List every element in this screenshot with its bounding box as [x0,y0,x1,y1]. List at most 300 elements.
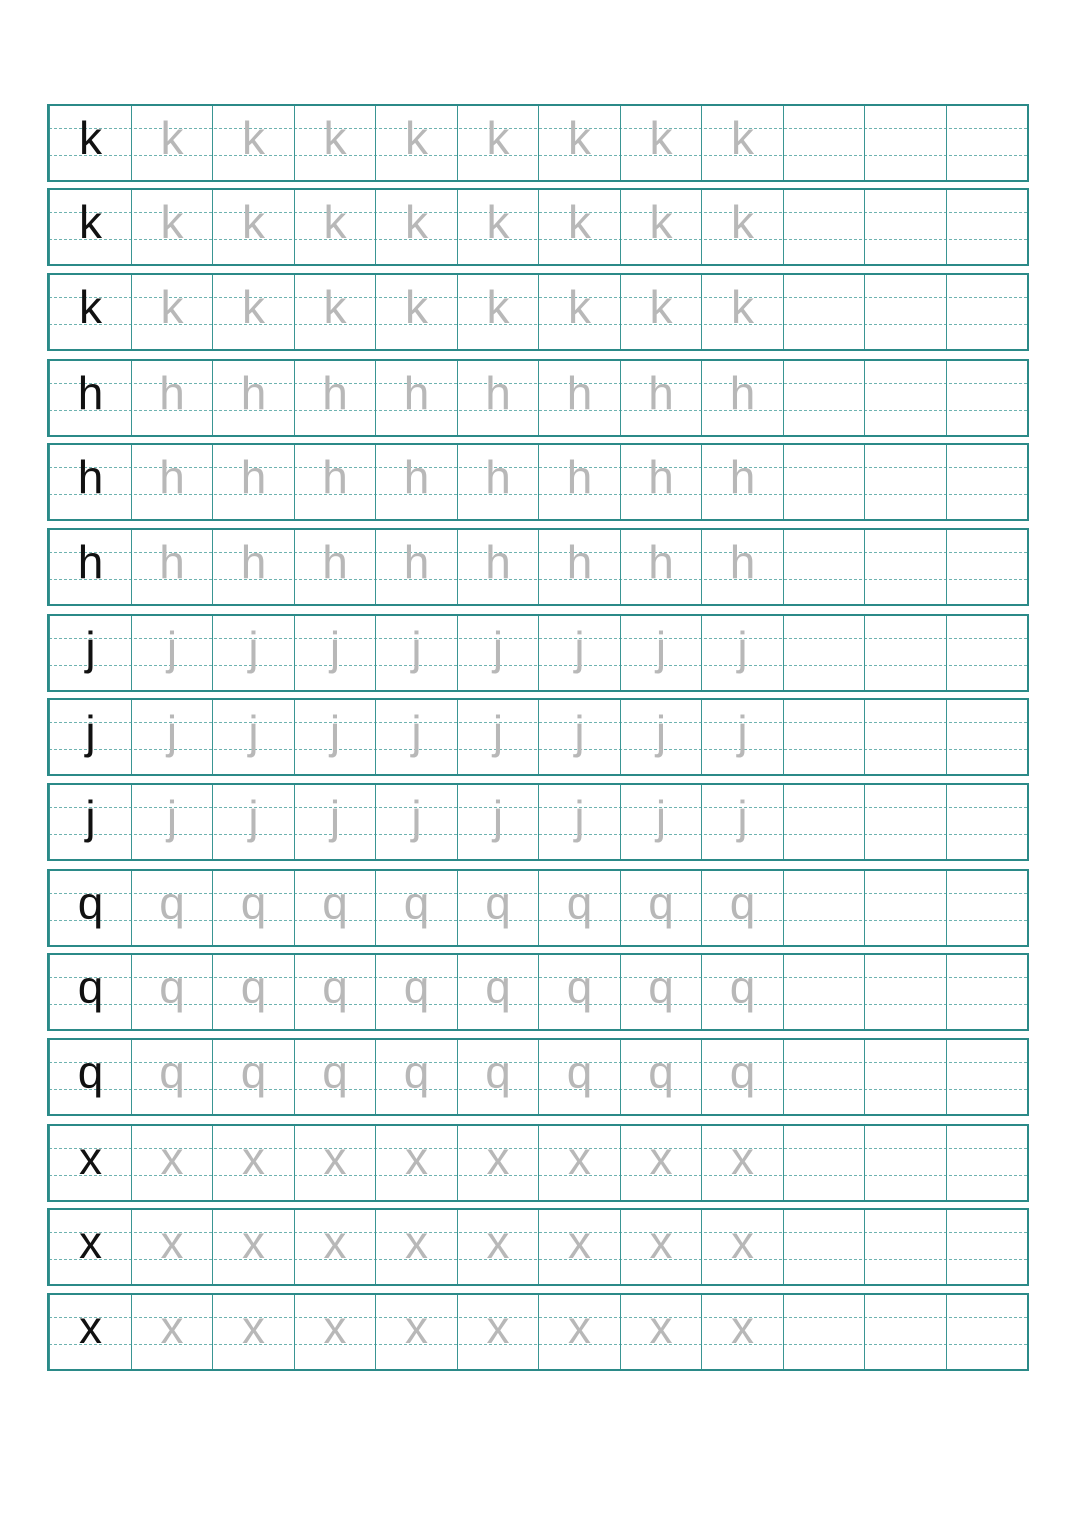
trace-letter: x [160,1301,184,1353]
trace-cell [701,955,783,1029]
blank-cell[interactable] [783,871,865,945]
practice-row [47,1038,1029,1116]
trace-cell [620,445,702,519]
trace-letter: x [160,1132,184,1184]
trace-cell [538,190,620,264]
trace-cell [375,785,457,859]
trace-letter: q [159,877,185,929]
trace-letter: x [568,1301,591,1353]
trace-letter: j [166,622,178,674]
blank-cell[interactable] [783,785,865,859]
blank-cell[interactable] [946,700,1028,774]
trace-letter: q [159,961,185,1013]
trace-letter: h [566,536,593,588]
blank-cell[interactable] [783,955,865,1029]
letter-group-k [47,104,1029,351]
blank-cell[interactable] [783,1210,865,1284]
trace-cell [131,361,213,435]
trace-letter: j [329,622,341,674]
blank-cell[interactable] [864,361,946,435]
trace-letter: x [568,1216,591,1268]
trace-cell [457,275,539,349]
blank-cell[interactable] [864,275,946,349]
trace-letter: q [566,1046,593,1098]
trace-letter: q [729,877,756,929]
trace-cell [701,1295,783,1369]
blank-cell[interactable] [864,530,946,604]
model-letter: x [79,1216,102,1268]
trace-letter: h [485,451,511,503]
trace-cell [620,190,702,264]
practice-row [47,953,1029,1031]
blank-cell[interactable] [946,190,1028,264]
trace-cell [701,785,783,859]
trace-letter: x [568,1132,591,1184]
trace-cell [131,530,213,604]
trace-cell [701,1210,783,1284]
trace-cell [212,700,294,774]
blank-cell[interactable] [783,361,865,435]
trace-letter: x [649,1216,673,1268]
blank-cell[interactable] [946,106,1028,180]
blank-cell[interactable] [946,530,1028,604]
trace-cell [538,1126,620,1200]
trace-cell [294,1295,376,1369]
practice-row [47,614,1029,692]
model-letter: h [77,536,104,588]
trace-cell [701,700,783,774]
blank-cell[interactable] [946,361,1028,435]
trace-letter: j [248,706,259,758]
blank-cell[interactable] [783,445,865,519]
model-cell [49,1126,131,1200]
trace-letter: x [731,1301,754,1353]
trace-letter: h [159,451,185,503]
trace-letter: k [568,196,591,248]
blank-cell[interactable] [864,871,946,945]
trace-cell [375,871,457,945]
trace-letter: j [411,706,422,758]
trace-cell [294,530,376,604]
blank-cell[interactable] [864,785,946,859]
trace-letter: x [486,1301,510,1353]
trace-letter: k [160,281,184,333]
model-cell [49,190,131,264]
blank-cell[interactable] [864,1210,946,1284]
trace-cell [131,445,213,519]
trace-cell [212,106,294,180]
trace-letter: k [568,112,591,164]
model-letter: q [77,961,104,1013]
model-cell [49,445,131,519]
trace-cell [375,616,457,690]
blank-cell[interactable] [946,1040,1028,1114]
trace-cell [375,1126,457,1200]
trace-cell [294,871,376,945]
trace-cell [701,361,783,435]
trace-cell [212,530,294,604]
trace-letter: q [485,877,511,929]
trace-letter: q [159,1046,185,1098]
trace-letter: k [405,281,428,333]
trace-cell [212,955,294,1029]
model-cell [49,530,131,604]
trace-cell [131,955,213,1029]
trace-cell [457,785,539,859]
trace-letter: h [566,451,593,503]
trace-letter: x [731,1216,754,1268]
trace-cell [375,955,457,1029]
trace-cell [701,871,783,945]
blank-cell[interactable] [946,1126,1028,1200]
trace-cell [131,1210,213,1284]
trace-letter: k [405,196,428,248]
trace-cell [457,1040,539,1114]
blank-cell[interactable] [783,190,865,264]
trace-letter: h [648,451,674,503]
model-letter: x [79,1132,102,1184]
model-cell [49,361,131,435]
trace-cell [701,190,783,264]
trace-letter: j [166,791,178,843]
trace-letter: k [649,281,673,333]
trace-letter: h [240,451,267,503]
trace-cell [457,106,539,180]
model-letter: k [79,281,102,333]
trace-cell [457,616,539,690]
trace-cell [538,1040,620,1114]
model-letter: k [79,112,102,164]
model-letter: j [85,622,96,674]
trace-cell [701,1126,783,1200]
model-cell [49,955,131,1029]
trace-cell [538,106,620,180]
trace-cell [131,700,213,774]
trace-letter: h [403,367,430,419]
trace-cell [375,190,457,264]
trace-cell [620,1210,702,1284]
practice-row [47,443,1029,521]
blank-cell[interactable] [864,955,946,1029]
practice-row [47,869,1029,947]
trace-letter: k [160,196,184,248]
trace-cell [620,700,702,774]
blank-cell[interactable] [783,530,865,604]
trace-cell [212,871,294,945]
trace-letter: j [574,791,585,843]
trace-letter: x [242,1216,265,1268]
trace-letter: q [485,1046,511,1098]
model-cell [49,1295,131,1369]
trace-cell [375,361,457,435]
trace-cell [212,275,294,349]
blank-cell[interactable] [864,700,946,774]
trace-letter: x [242,1301,265,1353]
model-cell [49,700,131,774]
trace-cell [212,785,294,859]
blank-cell[interactable] [864,190,946,264]
trace-cell [457,700,539,774]
trace-letter: q [322,961,348,1013]
trace-cell [538,871,620,945]
trace-cell [375,445,457,519]
trace-letter: j [737,622,748,674]
blank-cell[interactable] [946,1295,1028,1369]
trace-letter: j [655,791,667,843]
trace-letter: x [649,1301,673,1353]
trace-letter: h [322,367,348,419]
trace-letter: q [322,877,348,929]
trace-letter: h [403,536,430,588]
trace-letter: q [729,1046,756,1098]
trace-letter: j [737,706,748,758]
trace-letter: h [648,367,674,419]
model-letter: q [77,1046,104,1098]
blank-cell[interactable] [946,275,1028,349]
model-cell [49,871,131,945]
trace-cell [457,1295,539,1369]
letter-group-x [47,1124,1029,1371]
model-cell [49,275,131,349]
trace-cell [294,275,376,349]
trace-cell [294,616,376,690]
trace-letter: x [323,1216,347,1268]
practice-row [47,1124,1029,1202]
trace-cell [212,1295,294,1369]
model-cell [49,1210,131,1284]
trace-cell [375,1295,457,1369]
trace-cell [620,616,702,690]
blank-cell[interactable] [946,955,1028,1029]
blank-cell[interactable] [783,1295,865,1369]
trace-letter: x [323,1301,347,1353]
trace-letter: x [242,1132,265,1184]
trace-letter: h [485,536,511,588]
model-letter: j [85,791,96,843]
trace-cell [131,106,213,180]
trace-letter: x [323,1132,347,1184]
trace-letter: h [729,367,756,419]
trace-letter: k [160,112,184,164]
trace-letter: q [403,961,430,1013]
trace-cell [457,530,539,604]
practice-row [47,188,1029,266]
trace-letter: j [248,791,259,843]
trace-letter: q [403,1046,430,1098]
trace-letter: j [492,706,504,758]
practice-row [47,528,1029,606]
trace-letter: j [248,622,259,674]
trace-letter: x [160,1216,184,1268]
trace-letter: j [166,706,178,758]
trace-letter: x [731,1132,754,1184]
trace-cell [620,871,702,945]
trace-cell [457,871,539,945]
blank-cell[interactable] [783,1126,865,1200]
trace-cell [294,361,376,435]
trace-letter: h [159,536,185,588]
trace-letter: h [322,536,348,588]
practice-row [47,359,1029,437]
blank-cell[interactable] [946,785,1028,859]
trace-letter: k [731,281,754,333]
trace-letter: j [329,791,341,843]
trace-cell [538,616,620,690]
trace-cell [701,530,783,604]
trace-cell [375,1210,457,1284]
trace-cell [701,616,783,690]
trace-cell [294,190,376,264]
trace-letter: q [240,877,267,929]
model-letter: x [79,1301,102,1353]
trace-letter: q [240,1046,267,1098]
trace-cell [294,106,376,180]
blank-cell[interactable] [864,445,946,519]
trace-letter: j [574,706,585,758]
letter-group-h [47,359,1029,606]
trace-letter: q [485,961,511,1013]
trace-letter: j [574,622,585,674]
trace-cell [131,1040,213,1114]
trace-letter: k [242,196,265,248]
trace-letter: h [322,451,348,503]
blank-cell[interactable] [864,616,946,690]
trace-letter: j [411,791,422,843]
trace-letter: k [242,281,265,333]
trace-cell [620,106,702,180]
trace-letter: k [242,112,265,164]
trace-cell [620,1126,702,1200]
trace-letter: x [486,1216,510,1268]
trace-cell [375,530,457,604]
trace-cell [294,1040,376,1114]
trace-cell [212,361,294,435]
trace-cell [294,445,376,519]
trace-cell [538,530,620,604]
trace-letter: x [649,1132,673,1184]
trace-cell [620,955,702,1029]
trace-cell [212,1126,294,1200]
trace-cell [131,1295,213,1369]
trace-letter: k [649,112,673,164]
blank-cell[interactable] [783,1040,865,1114]
trace-letter: k [486,196,510,248]
trace-letter: h [566,367,593,419]
trace-cell [457,1210,539,1284]
trace-cell [620,275,702,349]
trace-letter: q [566,877,593,929]
trace-letter: k [405,112,428,164]
blank-cell[interactable] [946,871,1028,945]
trace-cell [131,871,213,945]
trace-letter: q [403,877,430,929]
blank-cell[interactable] [946,616,1028,690]
trace-letter: k [649,196,673,248]
trace-cell [212,190,294,264]
blank-cell[interactable] [946,1210,1028,1284]
trace-letter: x [405,1216,428,1268]
practice-row [47,1293,1029,1371]
model-cell [49,616,131,690]
blank-cell[interactable] [864,1295,946,1369]
trace-letter: q [729,961,756,1013]
trace-cell [294,1210,376,1284]
trace-letter: j [492,791,504,843]
model-cell [49,1040,131,1114]
trace-letter: x [486,1132,510,1184]
trace-cell [538,1210,620,1284]
trace-letter: h [159,367,185,419]
trace-cell [131,190,213,264]
blank-cell[interactable] [946,445,1028,519]
trace-cell [294,785,376,859]
blank-cell[interactable] [783,106,865,180]
trace-cell [294,955,376,1029]
trace-cell [538,955,620,1029]
trace-cell [620,1295,702,1369]
trace-letter: q [648,1046,674,1098]
trace-letter: h [648,536,674,588]
model-letter: j [85,706,96,758]
trace-cell [538,275,620,349]
trace-cell [538,361,620,435]
blank-cell[interactable] [864,1040,946,1114]
trace-cell [701,275,783,349]
practice-row [47,273,1029,351]
blank-cell[interactable] [783,616,865,690]
trace-cell [620,1040,702,1114]
trace-letter: h [729,536,756,588]
trace-cell [457,190,539,264]
trace-cell [375,1040,457,1114]
model-letter: k [79,196,102,248]
trace-cell [212,616,294,690]
trace-cell [701,1040,783,1114]
letter-group-j [47,614,1029,861]
trace-letter: h [403,451,430,503]
blank-cell[interactable] [864,1126,946,1200]
trace-cell [620,530,702,604]
trace-cell [131,785,213,859]
blank-cell[interactable] [783,700,865,774]
trace-cell [457,955,539,1029]
trace-letter: q [648,877,674,929]
trace-letter: k [486,281,510,333]
trace-letter: q [648,961,674,1013]
trace-cell [375,106,457,180]
trace-letter: k [323,112,347,164]
trace-letter: h [485,367,511,419]
practice-row [47,783,1029,861]
trace-cell [212,445,294,519]
model-letter: h [77,451,104,503]
trace-cell [538,445,620,519]
blank-cell[interactable] [864,106,946,180]
trace-letter: j [492,622,504,674]
trace-letter: k [731,196,754,248]
trace-letter: h [240,367,267,419]
trace-cell [131,1126,213,1200]
blank-cell[interactable] [783,275,865,349]
trace-cell [538,1295,620,1369]
trace-cell [131,275,213,349]
trace-cell [538,785,620,859]
trace-letter: q [240,961,267,1013]
trace-cell [457,361,539,435]
practice-row [47,104,1029,182]
trace-letter: j [737,791,748,843]
trace-letter: k [568,281,591,333]
